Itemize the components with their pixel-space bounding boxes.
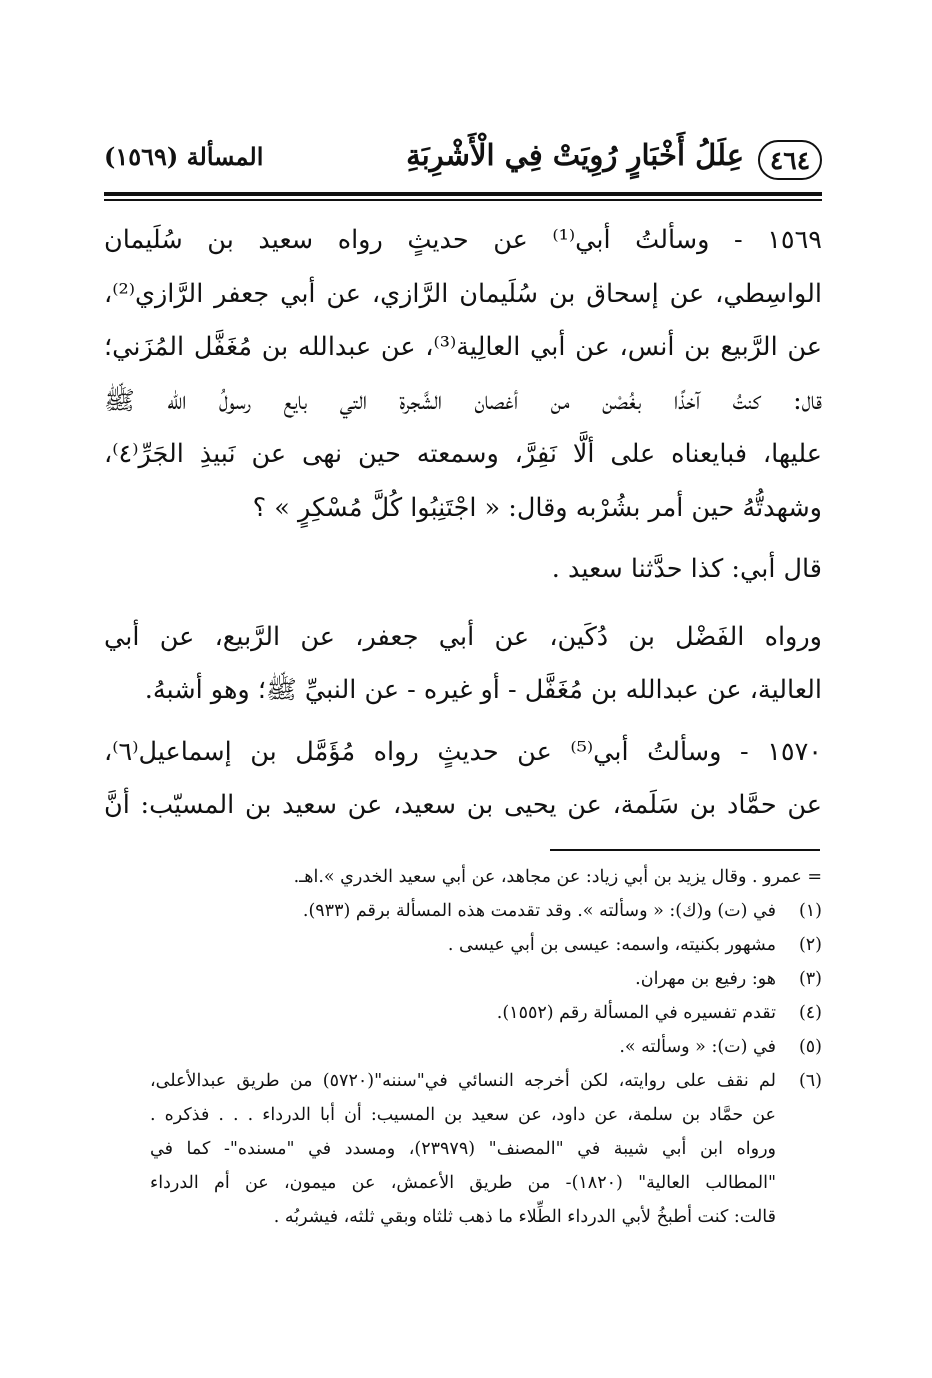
- footnote-text: قالت: كنت أطبخُ لأبي الدرداء الطِّلاء ما ذهب ثلثاه وبقي ثلثه، فيشربُه .: [273, 1207, 776, 1227]
- footnote-text: مشهور بكنيته، واسمه: عيسى بن أبي عيسى .: [447, 935, 776, 955]
- text-line: قال: كنتُ آخذًا بغُصْن من أغصان الشَّجرة التي بايع رسولُ الله ﷺ: [104, 385, 822, 416]
- text-line: وشهدتُّهُ حين أمر بشُرْبه وقال: « اجْتَنِبُوا كُلَّ مُسْكِرٍ » ؟: [252, 492, 822, 523]
- footnote-number: (٣): [798, 969, 822, 989]
- header-rule-thin: [104, 199, 822, 201]
- footnote-item: [150, 894, 822, 928]
- footnote-number: (٦): [798, 1071, 822, 1091]
- text-line: قال أبي: كذا حدَّثنا سعيد .: [551, 554, 822, 584]
- footnote-continuation: = عمرو . وقال يزيد بن أبي زياد: عن مجاهد، عن أبي سعيد الخدري ».اهـ.: [293, 867, 822, 887]
- page-header: [104, 138, 822, 190]
- book-title: عِلَلُ أَخْبَارٍ رُوِيَتْ فِي الْأَشْرِبَةِ: [406, 138, 744, 172]
- footnote-text: في (ت) و(ك): « وسألته ». وقد تقدمت هذه المسألة برقم (٩٣٣).: [302, 901, 776, 921]
- text-line: عليها، فبايعناه على ألَّا نَفِرَّ، وسمعته حين نهى عن نَبيذِ الجَرِّ⁽٤⁾،: [104, 439, 822, 469]
- footnote-text: في (ت): « وسألته ».: [619, 1037, 776, 1057]
- text-line: عن حمَّاد بن سَلَمة، عن يحيى بن سعيد، عن سعيد بن المسيّب: أنَّ: [104, 790, 822, 820]
- page-number: ٤٦٤: [758, 140, 822, 180]
- footnote-text: لم نقف على روايته، لكن أخرجه النسائي في"سننه"(٥٧٢٠) من طريق عبدالأعلى،: [150, 1071, 776, 1091]
- footnote-item: [150, 996, 822, 1030]
- text-line: عن الرَّبيع بن أنس، عن أبي العالِية⁽³⁾، عن عبدالله بن مُغَفَّل المُزَني؛: [104, 332, 822, 362]
- header-rule-thick: [104, 192, 822, 196]
- footnote-item: [150, 1030, 822, 1064]
- text-line: العالية، عن عبدالله بن مُغَفَّل - أو غيره - عن النبيِّ ﷺ؛ وهو أشبهُ.: [144, 675, 822, 705]
- footnote-rule: [550, 849, 820, 851]
- text-line: ١٥٦٩ - وسألتُ أبي⁽¹⁾ عن حديثٍ رواه سعيد بن سُلَيمان: [104, 225, 822, 255]
- footnote-number: (٢): [798, 935, 822, 955]
- footnote-item: [150, 1064, 822, 1234]
- footnote-number: (١): [798, 901, 822, 921]
- footnote-number: (٤): [798, 1003, 822, 1023]
- text-line: الواسِطي، عن إسحاق بن سُلَيمان الرَّازي، عن أبي جعفر الرَّازي⁽²⁾،: [104, 278, 822, 309]
- footnote-text: ورواه ابن أبي شيبة في "المصنف" (٢٣٩٧٩)، ومسدد في "مسنده"- كما في: [150, 1139, 776, 1159]
- footnote-text: تقدم تفسيره في المسألة رقم (١٥٥٢).: [496, 1003, 776, 1023]
- footnote-item: [150, 928, 822, 962]
- footnotes: [150, 860, 822, 1234]
- footnote-item: [150, 962, 822, 996]
- text-line: ١٥٧٠ - وسألتُ أبي⁽⁵⁾ عن حديثٍ رواه مُؤَمَّل بن إسماعيل⁽٦⁾،: [104, 736, 822, 767]
- footnote-text: عن حمَّاد بن سلمة، عن داود، عن سعيد بن المسيب: أن أبا الدرداء . . . فذكره .: [150, 1105, 776, 1125]
- main-text: [104, 214, 822, 833]
- issue-title: المسألة (١٥٦٩): [104, 142, 264, 171]
- footnote-number: (٥): [798, 1037, 822, 1057]
- footnote-text: هو: رفيع بن مهران.: [635, 969, 776, 989]
- footnote-text: "المطالب العالية" (١٨٢٠)- من طريق الأعمش، عن ميمون، عن أم الدرداء: [150, 1173, 776, 1193]
- text-line: ورواه الفَضْل بن دُكَين، عن أبي جعفر، عن الرَّبيع، عن أبي: [104, 621, 822, 652]
